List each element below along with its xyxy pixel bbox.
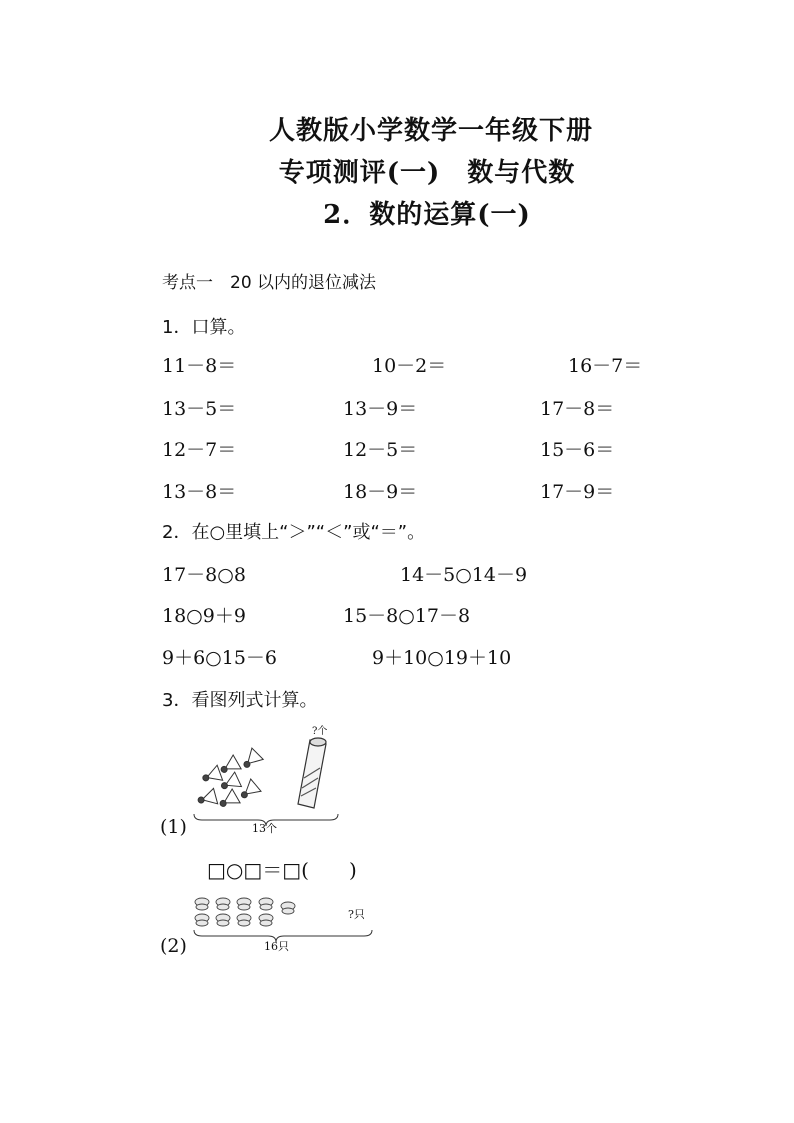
q2-item: 15－8○17－8 bbox=[343, 605, 471, 627]
q2-item: 9＋10○19＋10 bbox=[372, 647, 512, 669]
q2-item: 18○9＋9 bbox=[162, 605, 246, 627]
q1-item: 15－6＝ bbox=[540, 439, 615, 461]
q2-item: 9＋6○15－6 bbox=[162, 647, 278, 669]
tube bbox=[298, 738, 326, 808]
q3-label: 3．看图列式计算。 bbox=[162, 690, 318, 711]
q1-item: 12－5＝ bbox=[343, 439, 418, 461]
q1-item: 12－7＝ bbox=[162, 439, 237, 461]
title-line-2: 专项测评(一) 数与代数 bbox=[278, 158, 576, 188]
unknown-count-label: ?只 bbox=[348, 908, 365, 921]
q1-item: 17－8＝ bbox=[540, 398, 615, 420]
q1-item: 18－9＝ bbox=[343, 481, 418, 503]
q3-part1-label: (1) bbox=[160, 816, 187, 838]
section-heading: 考点一 20 以内的退位减法 bbox=[162, 273, 377, 293]
q2-item: 17－8○8 bbox=[162, 564, 246, 586]
q1-item: 11－8＝ bbox=[162, 355, 237, 377]
q2-item: 14－5○14－9 bbox=[400, 564, 528, 586]
q1-item: 13－8＝ bbox=[162, 481, 237, 503]
q1-item: 10－2＝ bbox=[372, 355, 447, 377]
q3-part2-label: (2) bbox=[160, 935, 187, 957]
title-line-3: 2．数的运算(一) bbox=[323, 200, 531, 230]
q1-label: 1．口算。 bbox=[162, 317, 246, 338]
title-line-1: 人教版小学数学一年级下册 bbox=[268, 116, 593, 146]
total-animals-label: 16只 bbox=[264, 940, 289, 953]
q2-label: 2．在○里填上“＞”“＜”或“＝”。 bbox=[162, 522, 426, 543]
tube-count-label: ?个 bbox=[312, 726, 328, 737]
q1-item: 16－7＝ bbox=[568, 355, 643, 377]
total-count-label: 13个 bbox=[252, 822, 277, 835]
answer-template: □○□＝□( ) bbox=[207, 858, 357, 882]
q1-item: 13－9＝ bbox=[343, 398, 418, 420]
q1-item: 13－5＝ bbox=[162, 398, 237, 420]
q1-item: 17－9＝ bbox=[540, 481, 615, 503]
